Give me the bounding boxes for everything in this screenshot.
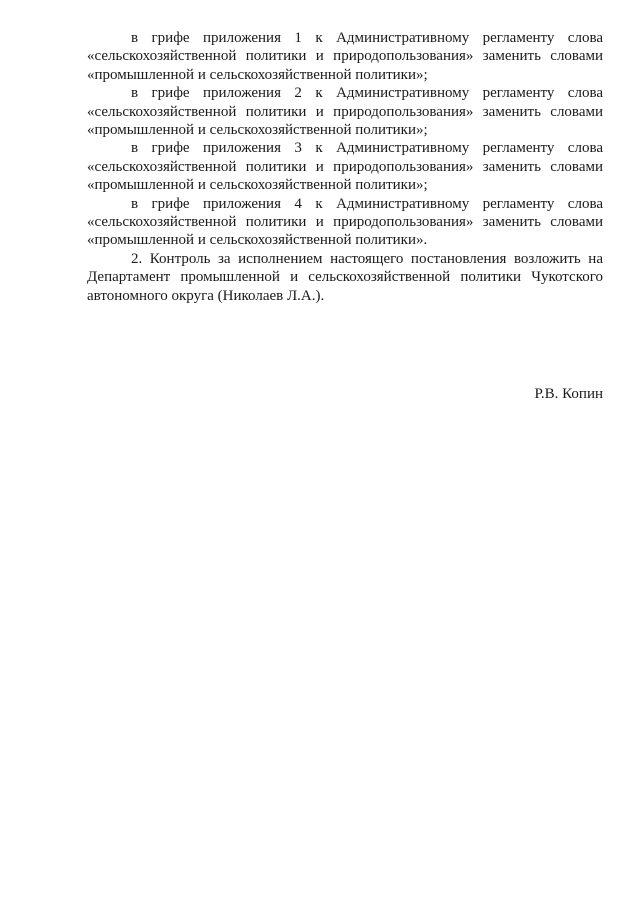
paragraph-appendix-4: в грифе приложения 4 к Административному регламенту слова «сельскохозяйственной политики и природопользования» заменить словами «промышленной и сельскохозяйственной политики». xyxy=(87,195,603,249)
paragraph-appendix-2: в грифе приложения 2 к Административному регламенту слова «сельскохозяйственной политики и природопользования» заменить словами «промышленной и сельскохозяйственной политики»; xyxy=(87,85,603,139)
paragraph-appendix-1: в грифе приложения 1 к Административному регламенту слова «сельскохозяйственной политики и природопользования» заменить словами «промышленной и сельскохозяйственной политики»; xyxy=(87,30,603,83)
signature-name: Р.В. Копин xyxy=(534,386,603,402)
document-body xyxy=(87,29,603,305)
paragraph-appendix-3: в грифе приложения 3 к Административному регламенту слова «сельскохозяйственной политики и природопользования» заменить словами «промышленной и сельскохозяйственной политики»; xyxy=(87,140,603,194)
paragraph-control-clause: 2. Контроль за исполнением настоящего постановления возложить на Департамент промышленной и сельскохозяйственной политики Чукотского автономного округа (Николаев Л.А.). xyxy=(87,250,603,304)
